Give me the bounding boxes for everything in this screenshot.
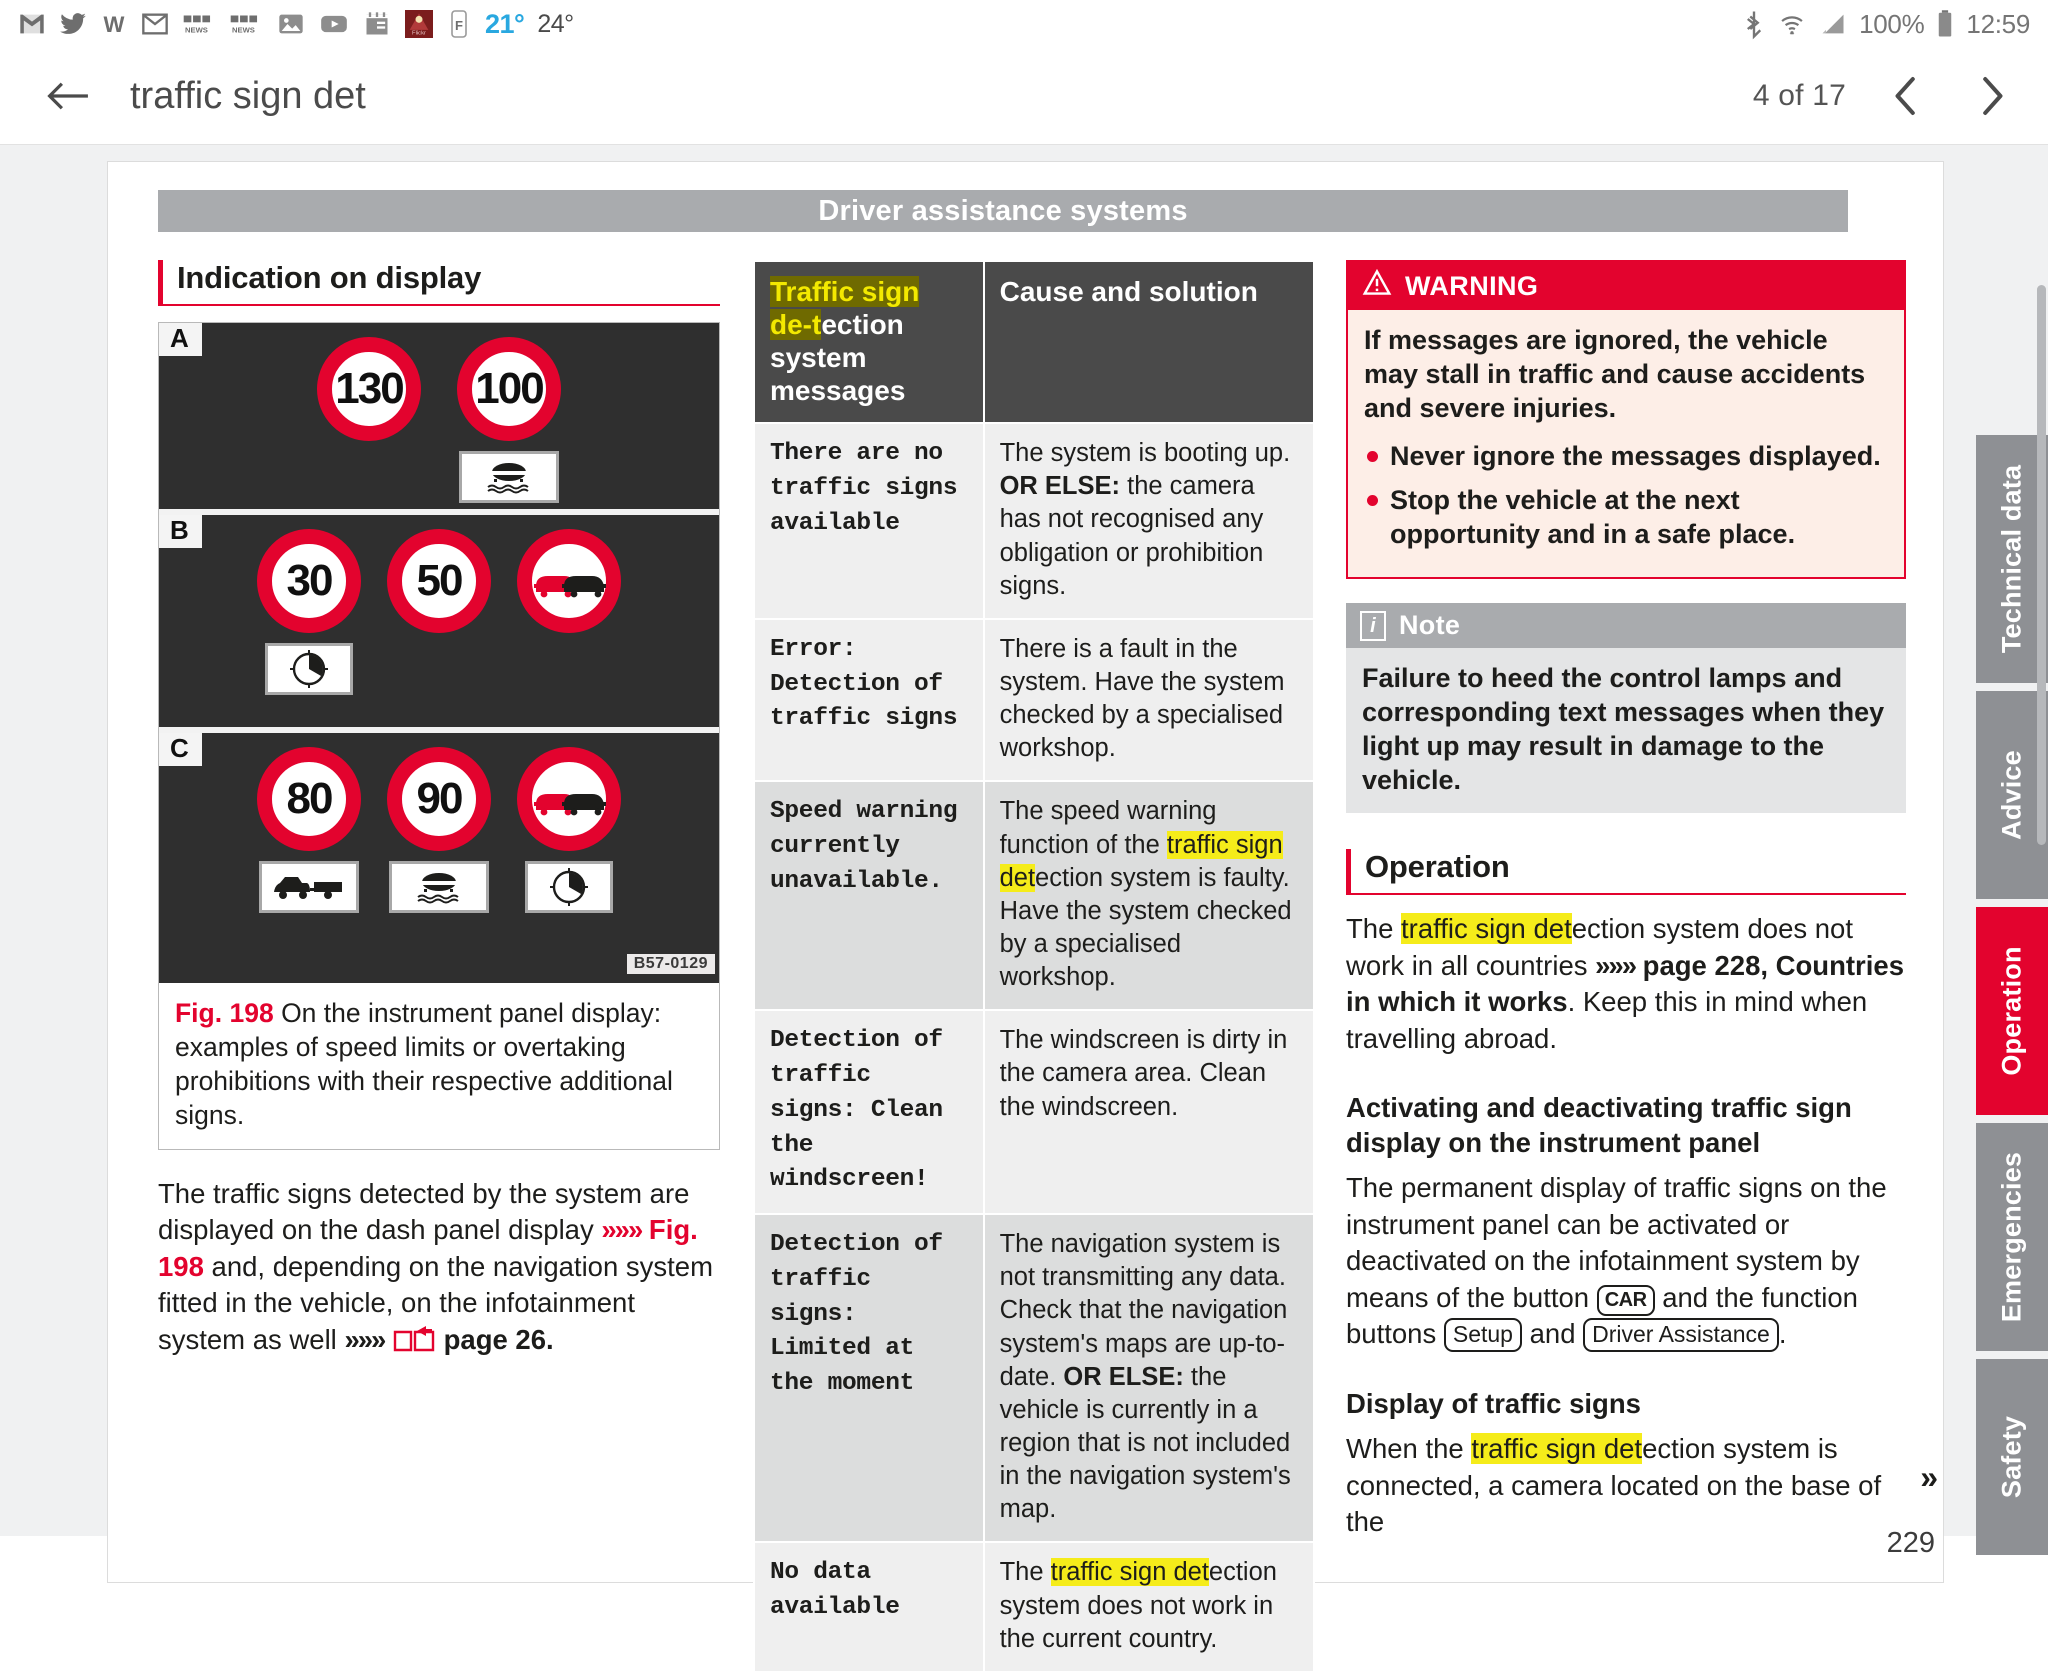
speed-limit-sign: 50	[387, 529, 491, 633]
solution-line: The speed warning function of the	[999, 797, 1217, 859]
car-button-chip: CAR	[1597, 1285, 1655, 1316]
flickr-icon	[405, 10, 433, 38]
continuation-arrow-icon: »	[1920, 1459, 1935, 1495]
body-text-part-1: The traffic signs detected by the system are displayed on the dash panel display	[158, 1177, 690, 1246]
table-row	[754, 781, 1314, 1010]
warning-triangle-icon	[1362, 269, 1392, 303]
table-row	[754, 1542, 1314, 1671]
op-p2-b: and the function buttons	[1346, 1281, 1858, 1350]
twitter-icon	[59, 10, 87, 38]
bbc-news-icon	[182, 10, 216, 38]
warning-box-header	[1348, 262, 1904, 310]
sign-group	[317, 337, 421, 441]
warning-text: If messages are ignored, the vehicle may stall in traffic and cause accidents and severe injuries.	[1364, 325, 1866, 424]
warning-box-body	[1348, 310, 1904, 577]
figure-cross-reference[interactable]: Fig. 198	[158, 1214, 698, 1282]
speed-limit-sign: 90	[387, 747, 491, 851]
note-box-title: Note	[1399, 610, 1461, 641]
speed-limit-sign: 80	[257, 747, 361, 851]
book-icon	[392, 1324, 436, 1355]
table-header-cause: Cause and solution	[984, 261, 1314, 423]
tab-label: Advice	[1996, 750, 2027, 840]
subheading-display: Display of traffic signs	[1346, 1387, 1641, 1419]
trailer-plate-icon	[259, 861, 359, 913]
solution-line-2: the camera has not recognised any obligation or prohibition signs.	[999, 472, 1264, 600]
search-highlight: Traffic sign de-	[770, 276, 920, 341]
search-highlight-2: t	[812, 309, 822, 341]
figure-image-code: B57-0129	[627, 954, 715, 974]
op-p2-d: .	[1778, 1318, 1787, 1350]
band-label-c: C	[159, 733, 202, 766]
solution-line-2: Check that the navigation system's maps are up-to-date.	[999, 1296, 1288, 1391]
table-row	[754, 619, 1314, 782]
calendar-icon	[362, 10, 392, 38]
section-heading-indication: Indication on display	[158, 260, 720, 306]
search-highlight: traffic sign det	[1401, 913, 1572, 945]
operation-paragraph-1	[1346, 911, 1906, 1057]
table-cell-message: Speed warning currently unavailable.	[754, 781, 984, 1010]
tab-emergencies[interactable]	[1976, 1123, 2048, 1351]
app-bar	[0, 48, 2048, 145]
driver-assistance-button-chip: Driver Assistance	[1583, 1318, 1779, 1352]
w-app-icon	[100, 10, 128, 38]
operation-paragraph-3	[1346, 1431, 1906, 1541]
op-p1-pre: The	[1346, 913, 1402, 945]
speed-limit-sign: 130	[317, 337, 421, 441]
table-cell-message: Detection of traffic signs: Limited at the moment	[754, 1214, 984, 1542]
document-page	[108, 162, 1943, 1653]
status-bar-system	[1742, 9, 2030, 40]
cross-reference-arrows-icon: »»»	[1595, 949, 1636, 981]
table-cell-message: Detection of traffic signs: Clean the windscreen!	[754, 1010, 984, 1214]
band-label-a: A	[159, 323, 202, 356]
no-overtaking-sign	[517, 747, 621, 851]
note-box-header	[1346, 603, 1906, 648]
sign-group	[517, 529, 621, 633]
warning-box-title: WARNING	[1405, 270, 1539, 301]
table-cell-solution	[984, 1010, 1314, 1214]
back-button[interactable]	[40, 68, 96, 124]
setup-button-chip: Setup	[1444, 1318, 1522, 1352]
section-heading-operation: Operation	[1346, 849, 1906, 895]
f-app-icon	[446, 9, 472, 39]
next-match-button[interactable]	[1966, 70, 2018, 122]
svg-text:Flickr: Flickr	[412, 30, 426, 37]
table-cell-solution	[984, 1214, 1314, 1542]
sign-group	[457, 337, 561, 503]
running-head: Driver assistance systems	[158, 190, 1848, 232]
solution-line-3: the vehicle is currently in a region that is not included in the navigation system's map.	[999, 1362, 1291, 1524]
table-row	[754, 1214, 1314, 1542]
table-header-messages	[754, 261, 984, 423]
vertical-scrollbar[interactable]	[2037, 285, 2046, 845]
speed-limit-sign: 100	[457, 337, 561, 441]
cross-reference-arrows-icon: »»»	[601, 1214, 642, 1246]
note-box-body: Failure to heed the control lamps and corresponding text messages when they light up may result in damage to the vehicle.	[1346, 648, 1906, 813]
warning-box	[1346, 260, 1906, 579]
tab-label: Technical data	[1996, 464, 2027, 654]
figure-band-b	[159, 515, 719, 733]
op-p2-a: The permanent display of traffic signs on the instrument panel can be activated or deactivated on the infotainment system by means of the button	[1346, 1172, 1887, 1313]
speed-limit-sign: 30	[257, 529, 361, 633]
tab-label: Operation	[1996, 946, 2027, 1076]
figure-caption-ref: Fig. 198	[175, 998, 274, 1028]
sign-group	[387, 747, 491, 913]
system-messages-table	[753, 260, 1315, 1673]
youtube-icon	[319, 10, 349, 38]
search-highlight: traffic sign det	[1471, 1433, 1643, 1465]
body-text-part-2: and, depending on the navigation system fitted in the vehicle, on the infotainment system as well	[158, 1250, 714, 1355]
op-p1-post: . Keep this in mind when travelling abroad.	[1346, 986, 1868, 1054]
sign-group	[387, 529, 491, 633]
op-p3-post: ection system is connected, a camera located on the base of the	[1346, 1433, 1882, 1538]
table-row	[754, 423, 1314, 619]
previous-match-button[interactable]	[1880, 70, 1932, 122]
table-cell-solution	[984, 781, 1314, 1010]
table-row	[754, 1010, 1314, 1214]
table-cell-solution	[984, 423, 1314, 619]
solution-line: The navigation system is not transmitting any data.	[999, 1230, 1286, 1292]
left-column-body	[158, 1176, 720, 1359]
photos-icon	[276, 10, 306, 38]
sign-group	[517, 747, 621, 913]
clock: 12:59	[1966, 8, 2030, 39]
table-cell-message: Error: Detection of traffic signs	[754, 619, 984, 782]
figure-band-c	[159, 733, 719, 977]
figure-198	[158, 322, 720, 1150]
search-highlight: traffic sign det	[999, 830, 1283, 892]
search-match-counter: 4 of 17	[1752, 79, 1846, 112]
bbc-news-icon-2	[229, 10, 263, 38]
cross-reference-arrows-icon-2: »»»	[344, 1323, 385, 1355]
sign-group	[257, 747, 361, 913]
svg-text:NEWS: NEWS	[231, 25, 255, 35]
wifi-icon	[1777, 10, 1807, 38]
gmail-icon	[18, 10, 46, 38]
tab-operation[interactable]	[1976, 907, 2048, 1115]
page-title: traffic sign det	[130, 74, 366, 117]
document-viewport[interactable]	[0, 145, 2048, 1653]
solution-or-else: OR ELSE:	[1063, 1362, 1184, 1391]
page-cross-reference[interactable]: page 26	[443, 1323, 547, 1355]
page-cross-reference[interactable]: page 228, Countries in which it works	[1346, 949, 1904, 1018]
left-column	[158, 260, 720, 1358]
tab-label: Emergencies	[1996, 1151, 2027, 1323]
gmail-icon-2	[141, 10, 169, 38]
info-icon: i	[1360, 611, 1386, 641]
figure-band-a	[159, 323, 719, 515]
subheading-activating: Activating and deactivating traffic sign display on the instrument panel	[1346, 1092, 1852, 1158]
solution-line-after: ection system is faulty.	[1035, 863, 1290, 892]
figure-caption	[159, 983, 719, 1149]
solution-line-2: Have the system checked by a specialised workshop.	[999, 667, 1285, 763]
battery-percentage: 100%	[1859, 8, 1925, 39]
table-cell-message: There are no traffic signs available	[754, 423, 984, 619]
solution-line-2: Clean the windscreen.	[999, 1059, 1267, 1121]
status-bar	[0, 0, 2048, 48]
warning-bullet: Stop the vehicle at the next opportunity and in a safe place.	[1364, 483, 1888, 551]
band-label-b: B	[159, 515, 202, 548]
right-column	[1346, 260, 1906, 1541]
cell-signal-icon	[1818, 10, 1848, 38]
figure-caption-text: On the instrument panel display: examples of speed limits or overtaking prohibitions with their respective additional signs.	[175, 998, 673, 1130]
table-cell-message: No data available	[754, 1542, 984, 1671]
search-highlight: traffic sign det	[1050, 1558, 1209, 1587]
table-header-messages-rest: ection system messages	[770, 309, 906, 407]
no-overtaking-sign	[517, 529, 621, 633]
figure-image	[159, 323, 719, 983]
table-cell-solution	[984, 1542, 1314, 1671]
note-box	[1346, 603, 1906, 813]
solution-line: The windscreen is dirty in the camera area.	[999, 1026, 1288, 1088]
svg-text:W: W	[103, 12, 125, 38]
tab-label: Safety	[1996, 1415, 2027, 1499]
wet-road-plate-icon	[459, 451, 559, 503]
op-p2-c: and	[1521, 1318, 1584, 1350]
clock-plate-icon	[525, 861, 613, 913]
solution-line: The	[999, 1558, 1051, 1587]
op-p1-mid: ection system does not work in all countries	[1346, 913, 1853, 981]
operation-paragraph-2	[1346, 1170, 1906, 1353]
solution-line-2: Have the system checked by a specialised workshop.	[999, 896, 1292, 992]
document-page-number: 229	[1886, 1527, 1935, 1559]
table-cell-solution	[984, 619, 1314, 782]
tab-safety[interactable]	[1976, 1359, 2048, 1555]
body-text-part-3: .	[546, 1323, 554, 1355]
sign-group	[257, 529, 361, 695]
middle-column	[753, 260, 1315, 1673]
warning-bullet: Never ignore the messages displayed.	[1364, 439, 1888, 473]
temperature-high: 24°	[537, 9, 574, 38]
battery-icon	[1935, 9, 1955, 39]
bluetooth-icon	[1742, 9, 1766, 39]
svg-text:NEWS: NEWS	[184, 25, 208, 35]
svg-text:F: F	[455, 18, 463, 33]
status-bar-notifications	[18, 9, 574, 40]
table-header-row	[754, 261, 1314, 423]
warning-bullet-list	[1364, 439, 1888, 551]
wet-road-plate-icon	[389, 861, 489, 913]
temperature-low: 21°	[485, 8, 525, 39]
solution-line-after: ection system does not work in the current country.	[999, 1558, 1277, 1653]
solution-or-else: OR ELSE:	[999, 472, 1121, 501]
solution-line: The system is booting up.	[999, 439, 1291, 468]
op-p3-pre: When the	[1346, 1433, 1472, 1465]
clock-plate-icon	[265, 643, 353, 695]
solution-line: There is a fault in the system.	[999, 634, 1238, 696]
search-navigation	[1753, 70, 2018, 122]
